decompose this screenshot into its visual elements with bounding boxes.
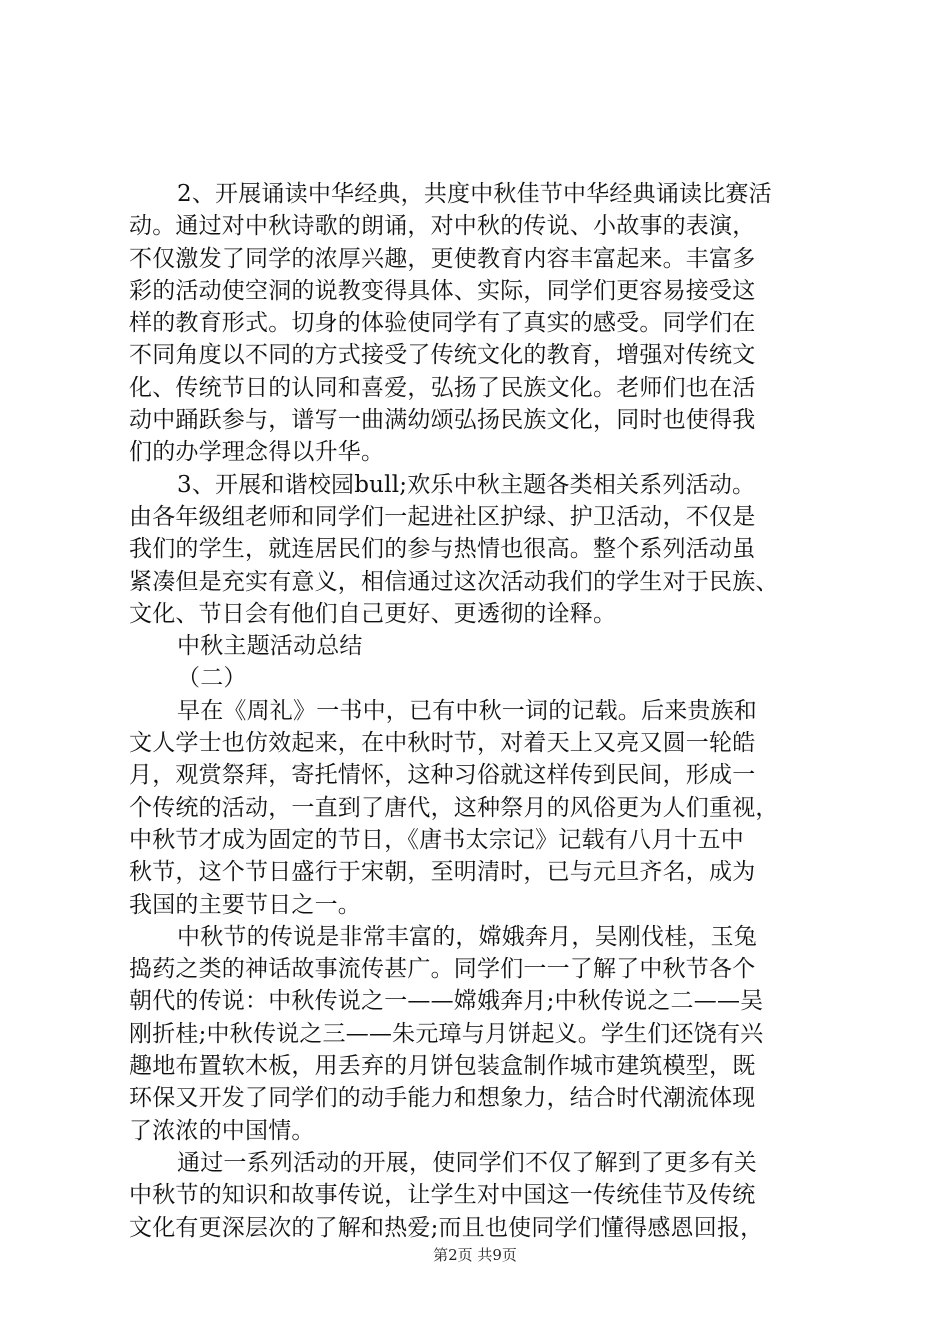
text-line: 不同角度以不同的方式接受了传统文化的教育，增强对传统文 bbox=[129, 342, 756, 369]
page-number-footer: 第2页 共9页 bbox=[433, 1246, 517, 1264]
text-line: 彩的活动使空洞的说教变得具体、实际，同学们更容易接受这 bbox=[129, 277, 756, 304]
text-line: 动中踊跃参与，谱写一曲满幼颂弘扬民族文化，同时也使得我 bbox=[129, 407, 756, 434]
text-line: 3、开展和谐校园bull;欢乐中秋主题各类相关系列活动。 bbox=[177, 471, 756, 498]
text-line: 不仅激发了同学的浓厚兴趣，更使教育内容丰富起来。丰富多 bbox=[129, 245, 756, 272]
text-line: 环保又开发了同学们的动手能力和想象力，结合时代潮流体现 bbox=[129, 1085, 756, 1112]
text-line: 中秋节的知识和故事传说，让学生对中国这一传统佳节及传统 bbox=[129, 1182, 756, 1209]
text-line: 朝代的传说：中秋传说之一——嫦娥奔月;中秋传说之二——吴 bbox=[129, 988, 764, 1015]
text-line: 文化、节日会有他们自己更好、更透彻的诠释。 bbox=[129, 600, 617, 627]
text-line: 捣药之类的神话故事流传甚广。同学们一一了解了中秋节各个 bbox=[129, 956, 756, 983]
text-line: 样的教育形式。切身的体验使同学有了真实的感受。同学们在 bbox=[129, 310, 756, 337]
text-line: 早在《周礼》一书中，已有中秋一词的记载。后来贵族和 bbox=[177, 697, 757, 724]
text-line: 文化有更深层次的了解和热爱;而且也使同学们懂得感恩回报， bbox=[129, 1214, 764, 1241]
text-line: 通过一系列活动的开展，使同学们不仅了解到了更多有关 bbox=[177, 1149, 757, 1176]
document-body bbox=[129, 178, 841, 1244]
text-line: 了浓浓的中国情。 bbox=[129, 1117, 315, 1144]
text-line: 趣地布置软木板，用丢弃的月饼包装盒制作城市建筑模型，既 bbox=[129, 1053, 756, 1080]
text-line: 们的办学理念得以升华。 bbox=[129, 439, 385, 466]
text-line: 中秋节的传说是非常丰富的，嫦娥奔月，吴刚伐桂，玉兔 bbox=[177, 923, 757, 950]
text-line: 化、传统节日的认同和喜爱，弘扬了民族文化。老师们也在活 bbox=[129, 374, 756, 401]
text-line: （二） bbox=[177, 665, 247, 692]
text-line: 月，观赏祭拜，寄托情怀，这种习俗就这样传到民间，形成一 bbox=[129, 762, 756, 789]
text-line: 我们的学生，就连居民们的参与热情也很高。整个系列活动虽 bbox=[129, 536, 756, 563]
text-line: 由各年级组老师和同学们一起进社区护绿、护卫活动，不仅是 bbox=[129, 503, 756, 530]
text-line: 秋节，这个节日盛行于宋朝，至明清时，已与元旦齐名，成为 bbox=[129, 859, 756, 886]
text-line: 刚折桂;中秋传说之三——朱元璋与月饼起义。学生们还饶有兴 bbox=[129, 1020, 764, 1047]
text-line: 个传统的活动，一直到了唐代，这种祭月的风俗更为人们重视， bbox=[129, 794, 779, 821]
text-line: 中秋主题活动总结 bbox=[177, 633, 363, 660]
text-line: 紧凑但是充实有意义，相信通过这次活动我们的学生对于民族、 bbox=[129, 568, 779, 595]
text-line: 2、开展诵读中华经典，共度中秋佳节中华经典诵读比赛活 bbox=[177, 181, 772, 207]
text-line: 中秋节才成为固定的节日，《唐书太宗记》记载有八月十五中 bbox=[129, 826, 744, 853]
text-line: 我国的主要节日之一。 bbox=[129, 891, 361, 918]
text-line: 动。通过对中秋诗歌的朗诵，对中秋的传说、小故事的表演， bbox=[129, 213, 756, 240]
text-line: 文人学士也仿效起来，在中秋时节，对着天上又亮又圆一轮皓 bbox=[129, 730, 756, 757]
